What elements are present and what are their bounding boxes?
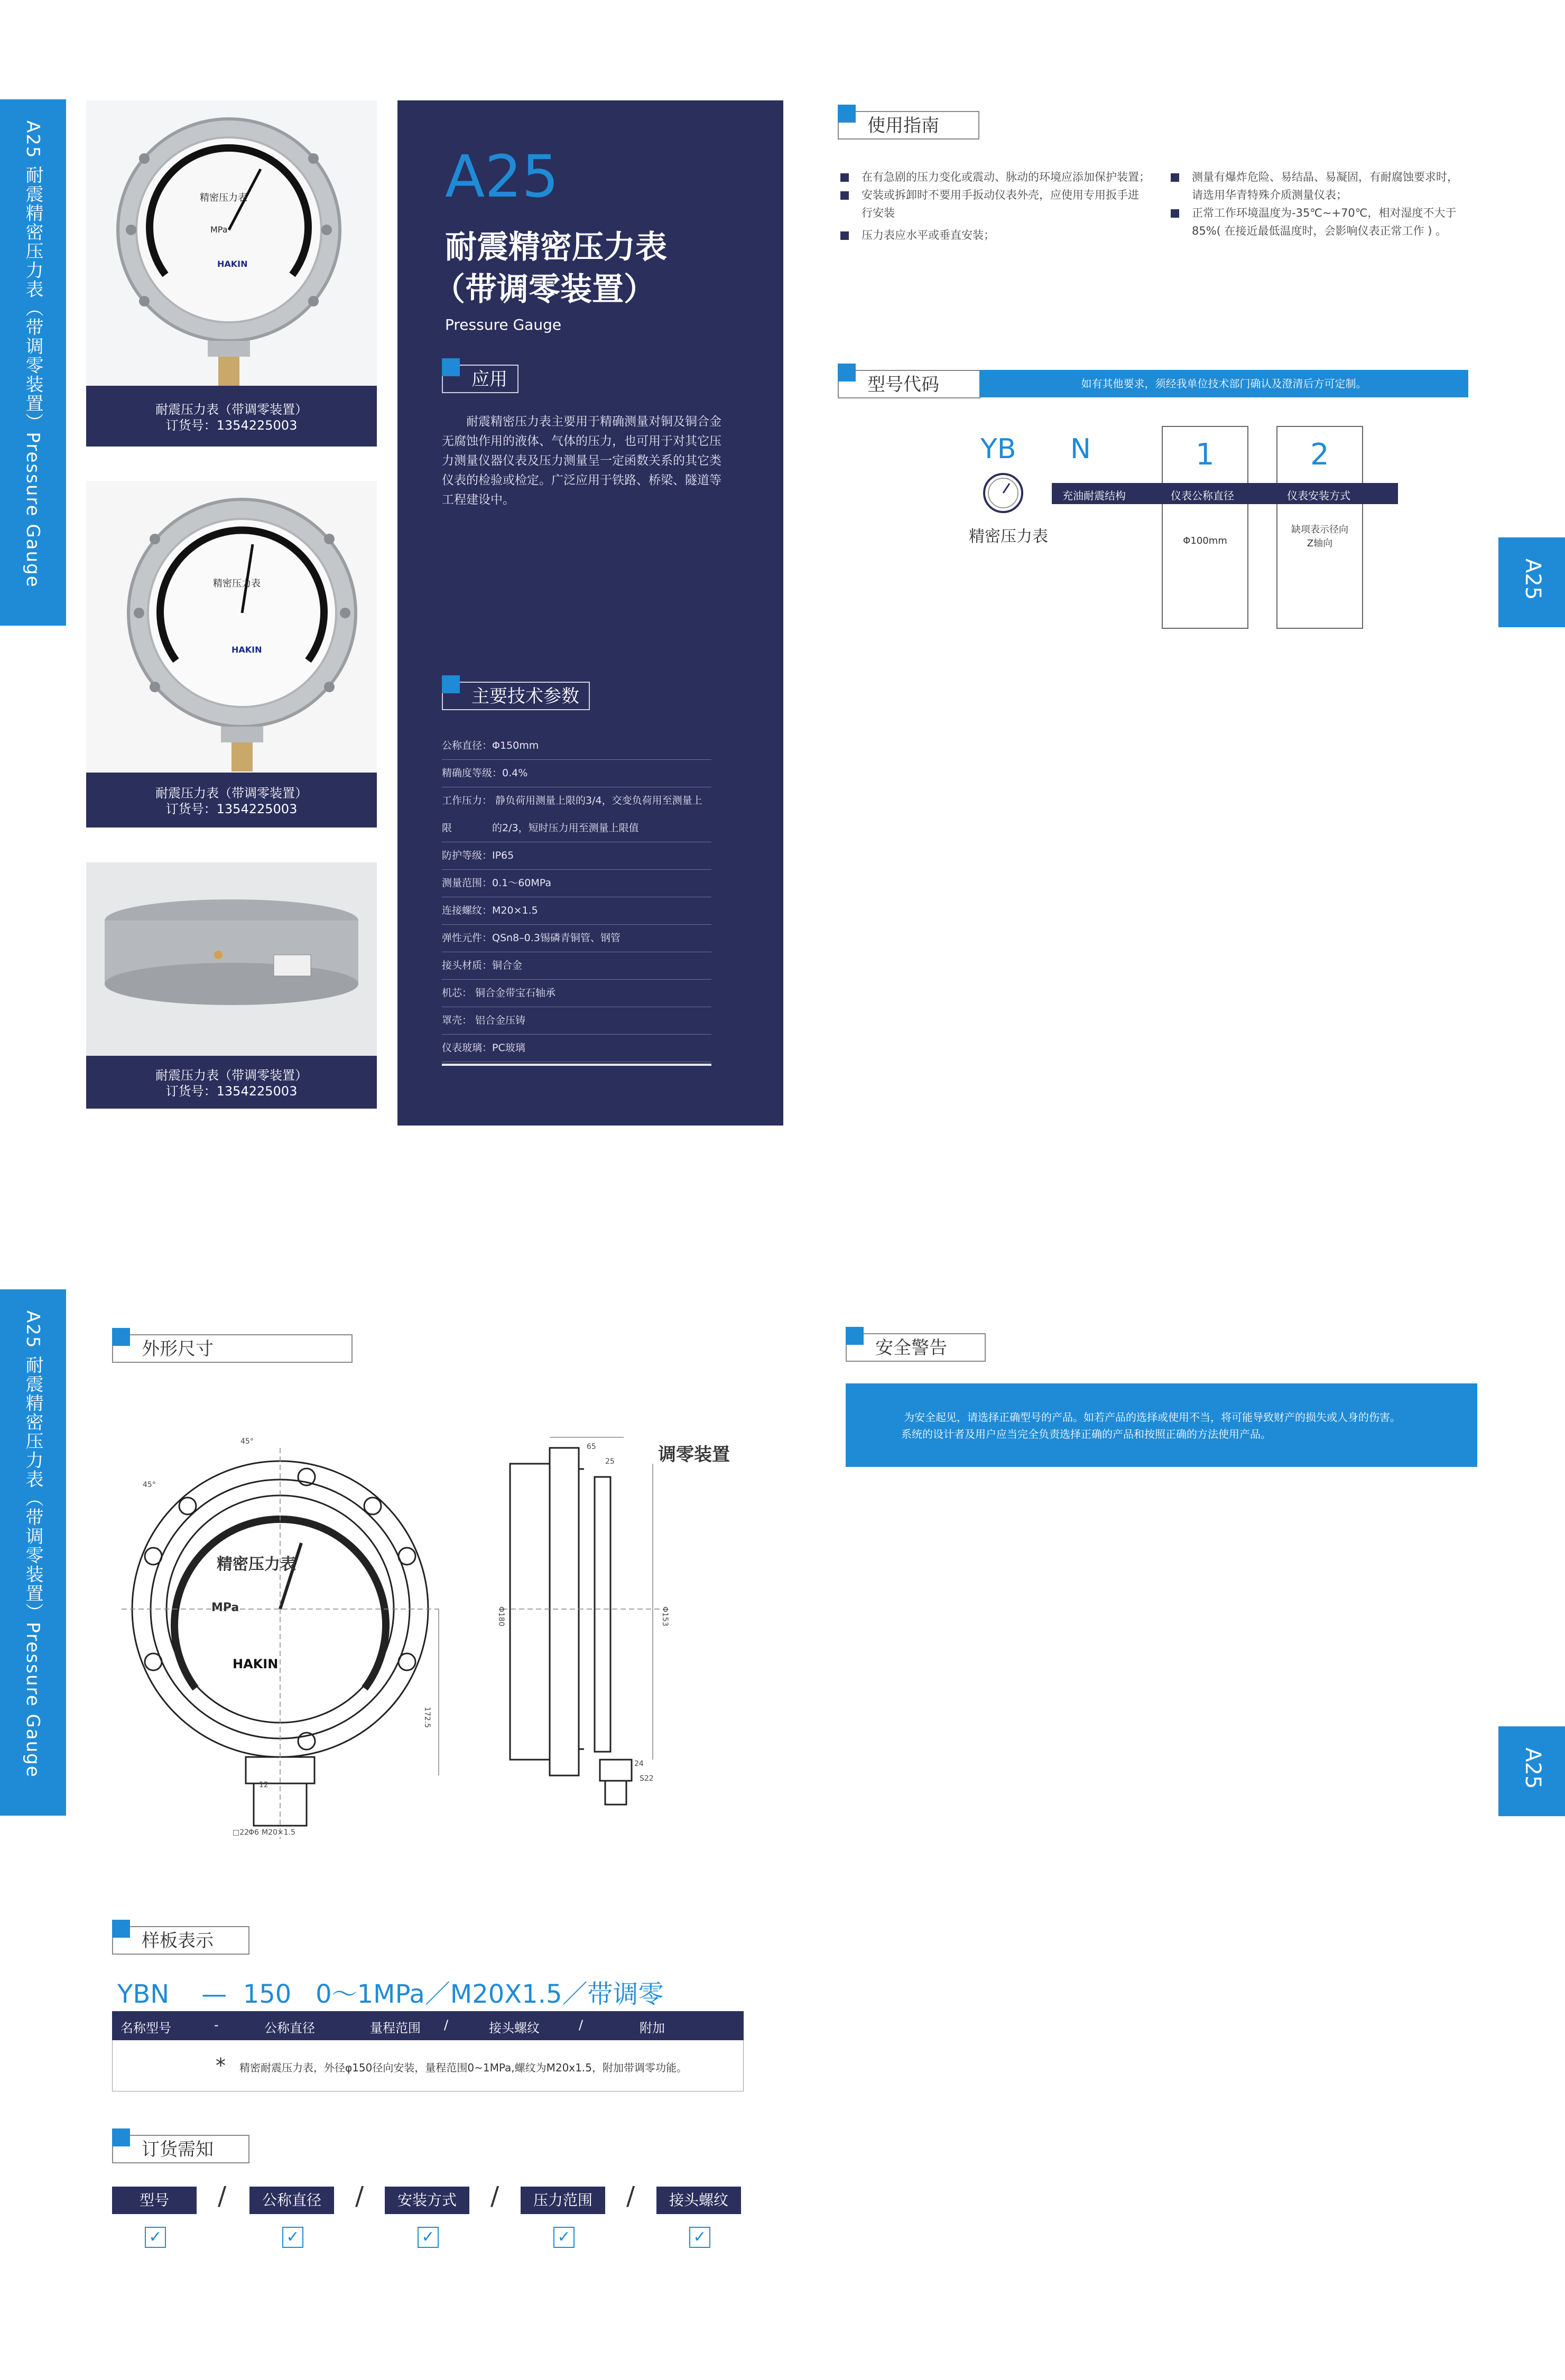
sample-line: YBN — 150 0～1MPa／M20X1.5／带调零 bbox=[117, 1979, 664, 2009]
dimension-drawing bbox=[100, 1427, 761, 1849]
guide-item: 在有急剧的压力变化或震动、脉动的环境应添加保护装置； bbox=[862, 171, 1150, 183]
product-caption-3 bbox=[86, 1056, 377, 1109]
guide-item: 85%( 在接近最低温度时，会影响仪表正常工作 ) 。 bbox=[1192, 225, 1447, 237]
side-tab-top bbox=[0, 99, 66, 626]
dimension-label: 172.5 bbox=[423, 1707, 431, 1728]
checkbox-icon[interactable]: ✓ bbox=[418, 2227, 439, 2248]
spec-row: 公称直径：Φ150mm bbox=[442, 732, 711, 760]
dimension-label: Φ153 bbox=[661, 1606, 669, 1626]
guide-item: 安装或拆卸时不要用手扳动仪表外壳，应使用专用扳手进 bbox=[862, 189, 1139, 201]
spec-row: 测量范围：0.1～60MPa bbox=[442, 869, 711, 897]
product-name: 耐震压力表（带调零装置） bbox=[155, 1068, 308, 1083]
dimension-label: □22 bbox=[233, 1828, 249, 1837]
product-name: 耐震压力表（带调零装置） bbox=[155, 402, 308, 417]
spec-row: 接头材质：铜合金 bbox=[442, 952, 711, 980]
sample-column-label: 公称直径 bbox=[264, 2021, 315, 2035]
gauge-face-brand: HAKIN bbox=[217, 259, 248, 269]
dimension-label: 45° bbox=[143, 1481, 156, 1489]
checkbox-icon[interactable]: ✓ bbox=[145, 2227, 166, 2248]
spec-row: 罩壳： 铝合金压铸 bbox=[442, 1007, 711, 1035]
sample-star: * bbox=[216, 2054, 226, 2077]
product-photo-1 bbox=[86, 100, 377, 386]
guide-item: 测量有爆炸危险、易结晶、易凝固，有耐腐蚀要求时， bbox=[1192, 171, 1458, 183]
guide-item: 请选用华青特殊介质测量仪表； bbox=[1192, 189, 1347, 201]
gauge-face-title-2: 精密压力表 bbox=[213, 578, 261, 589]
order-separator: / bbox=[218, 2181, 227, 2211]
safety-text-2: 系统的设计者及用户应当完全负责选择正确的产品和按照正确的方法使用产品。 bbox=[901, 1428, 1271, 1440]
dimension-label: 12 bbox=[259, 1781, 268, 1789]
gauge-side-image bbox=[86, 862, 377, 1056]
side-tab-label: A25 耐震精密压力表（带调零装置）Pressure Gauge bbox=[22, 1310, 43, 1778]
dimension-label: 65 bbox=[587, 1443, 596, 1451]
application-text: 耐震精密压力表主要用于精确测量对铜及铜合金无腐蚀作用的液体、气体的压力，也可用于对其它压力测量仪器仪表及压力测量呈一定函数关系的其它类仪表的检验或检定。广泛应用于铁路、桥梁、隧道等工程建设中。 bbox=[442, 415, 721, 507]
order-item-box: 型号 bbox=[112, 2187, 197, 2214]
dimension-label: Φ180 bbox=[497, 1606, 505, 1626]
spec-row: 精确度等级：0.4% bbox=[442, 759, 711, 787]
spec-row: 弹性元件：QSn8–0.3锡磷青铜管、钢管 bbox=[442, 924, 711, 952]
gauge-face-brand-2: HAKIN bbox=[231, 645, 262, 655]
gauge-icon-label: 精密压力表 bbox=[969, 527, 1048, 546]
sample-column-label: - bbox=[214, 2018, 219, 2032]
checkbox-icon[interactable]: ✓ bbox=[689, 2227, 710, 2248]
drawing-face-unit: MPa bbox=[211, 1601, 239, 1614]
product-order: 订货号：1354225003 bbox=[165, 802, 298, 816]
order-separator: / bbox=[490, 2181, 499, 2211]
right-tab-bottom bbox=[1498, 1726, 1565, 1816]
product-code: A25 bbox=[445, 143, 559, 210]
drawing-face-brand: HAKIN bbox=[233, 1657, 279, 1671]
gauge-front-image-2 bbox=[86, 481, 377, 773]
guide-left bbox=[862, 168, 1168, 244]
safety-text-1: 为安全起见，请选择正确型号的产品。如若产品的选择或使用不当，将可能导致财产的损失或人身的伤害。 bbox=[904, 1411, 1401, 1424]
side-tab-bottom bbox=[0, 1289, 66, 1816]
checkbox-icon[interactable]: ✓ bbox=[553, 2227, 575, 2248]
code-n: N bbox=[1070, 433, 1091, 465]
code-value-2b: Z轴向 bbox=[1307, 538, 1333, 549]
code-box-2 bbox=[1276, 426, 1363, 629]
order-item-box: 公称直径 bbox=[249, 2187, 334, 2214]
gauge-face-title: 精密压力表 bbox=[200, 192, 247, 203]
zero-adjust-label: 调零装置 bbox=[658, 1444, 730, 1465]
right-tab-top bbox=[1498, 537, 1565, 627]
order-item-box: 压力范围 bbox=[521, 2187, 605, 2214]
code-yb: YB bbox=[980, 433, 1016, 465]
guide-item: 压力表应水平或垂直安装； bbox=[862, 229, 995, 241]
code-value-2a: 缺项表示径向 bbox=[1291, 524, 1348, 535]
spec-row: 连接螺纹：M20×1.5 bbox=[442, 897, 711, 925]
spec-row: 机芯： 铜合金带宝石轴承 bbox=[442, 979, 711, 1007]
product-photo-3 bbox=[86, 862, 377, 1056]
model-code-note: 如有其他要求，须经我单位技术部门确认及澄清后方可定制。 bbox=[979, 370, 1468, 397]
sample-column-label: 接头螺纹 bbox=[489, 2021, 540, 2035]
model-code-heading: 型号代码 bbox=[838, 370, 980, 398]
gauge-face-unit: MPa bbox=[210, 225, 228, 235]
guide-heading: 使用指南 bbox=[838, 111, 979, 140]
dimensions-heading: 外形尺寸 bbox=[112, 1334, 353, 1363]
sample-column-label: / bbox=[444, 2018, 449, 2032]
order-item-box: 接头螺纹 bbox=[656, 2187, 741, 2214]
guide-item: 行安装 bbox=[862, 207, 895, 219]
code-label-n: 充油耐震结构 bbox=[1062, 489, 1126, 502]
product-caption-2 bbox=[86, 773, 377, 828]
dimension-label: M20×1.5 bbox=[262, 1828, 295, 1837]
right-tab-label: A25 bbox=[1521, 559, 1545, 600]
order-separator: / bbox=[626, 2181, 635, 2211]
application-heading: 应用 bbox=[442, 365, 518, 393]
side-tab-label: A25 耐震精密压力表（带调零装置）Pressure Gauge bbox=[22, 120, 43, 588]
product-name: 耐震压力表（带调零装置） bbox=[155, 786, 308, 801]
right-tab-label: A25 bbox=[1521, 1747, 1545, 1789]
product-photo-2 bbox=[86, 481, 377, 773]
gauge-icon bbox=[982, 472, 1024, 514]
sample-column-label: / bbox=[579, 2018, 584, 2032]
code-label-2: 仪表安装方式 bbox=[1287, 489, 1350, 502]
dimension-label: 25 bbox=[605, 1457, 615, 1466]
sample-column-label: 名称型号 bbox=[121, 2021, 171, 2035]
code-digit-1: 1 bbox=[1196, 438, 1215, 472]
guide-item: 正常工作环境温度为-35℃~+70℃，相对湿度不大于 bbox=[1192, 207, 1457, 219]
product-order: 订货号：1354225003 bbox=[165, 418, 298, 433]
product-title-line2: （带调零装置） bbox=[433, 271, 655, 308]
order-item-box: 安装方式 bbox=[385, 2187, 469, 2214]
safety-heading: 安全警告 bbox=[846, 1333, 986, 1362]
dimension-label: 45° bbox=[240, 1437, 254, 1446]
product-english: Pressure Gauge bbox=[445, 316, 562, 333]
sample-heading: 样板表示 bbox=[112, 1926, 249, 1955]
sample-desc-box bbox=[112, 2040, 744, 2091]
order-heading: 订货需知 bbox=[112, 2135, 249, 2163]
sample-desc: 精密耐震压力表，外径φ150径向安装，量程范围0~1MPa,螺纹为M20x1.5，附加带调零功能。 bbox=[239, 2061, 687, 2074]
code-digit-2: 2 bbox=[1310, 438, 1329, 472]
code-value-1: Φ100mm bbox=[1183, 535, 1227, 546]
checkbox-icon[interactable]: ✓ bbox=[282, 2227, 303, 2248]
dimension-label: S22 bbox=[640, 1774, 654, 1783]
product-title-line1: 耐震精密压力表 bbox=[445, 229, 667, 266]
spec-bottom-rule bbox=[442, 1064, 711, 1066]
spec-row: 仪表玻璃：PC玻璃 bbox=[442, 1034, 711, 1062]
info-panel bbox=[397, 100, 783, 1126]
product-caption-1 bbox=[86, 386, 377, 447]
drawing-face-title: 精密压力表 bbox=[217, 1555, 296, 1574]
safety-box bbox=[846, 1383, 1477, 1467]
spec-row: 工作压力： 静负荷用测量上限的3/4，交变负荷用至测量上限 bbox=[442, 795, 702, 834]
spec-row: 的2/3，短时压力用至测量上限值 bbox=[442, 814, 711, 842]
gauge-front-image bbox=[86, 100, 377, 386]
dimension-label: 24 bbox=[634, 1760, 644, 1768]
order-separator: / bbox=[355, 2181, 364, 2211]
spec-row: 防护等级：IP65 bbox=[442, 842, 711, 870]
dimension-label: Φ6 bbox=[248, 1828, 259, 1837]
code-box-1 bbox=[1162, 426, 1248, 629]
specs-heading: 主要技术参数 bbox=[442, 682, 590, 710]
guide-right bbox=[1192, 168, 1488, 240]
sample-column-label: 量程范围 bbox=[370, 2021, 421, 2035]
sample-column-label: 附加 bbox=[640, 2021, 665, 2035]
product-order: 订货号：1354225003 bbox=[165, 1084, 298, 1099]
code-label-1: 仪表公称直径 bbox=[1171, 489, 1234, 502]
